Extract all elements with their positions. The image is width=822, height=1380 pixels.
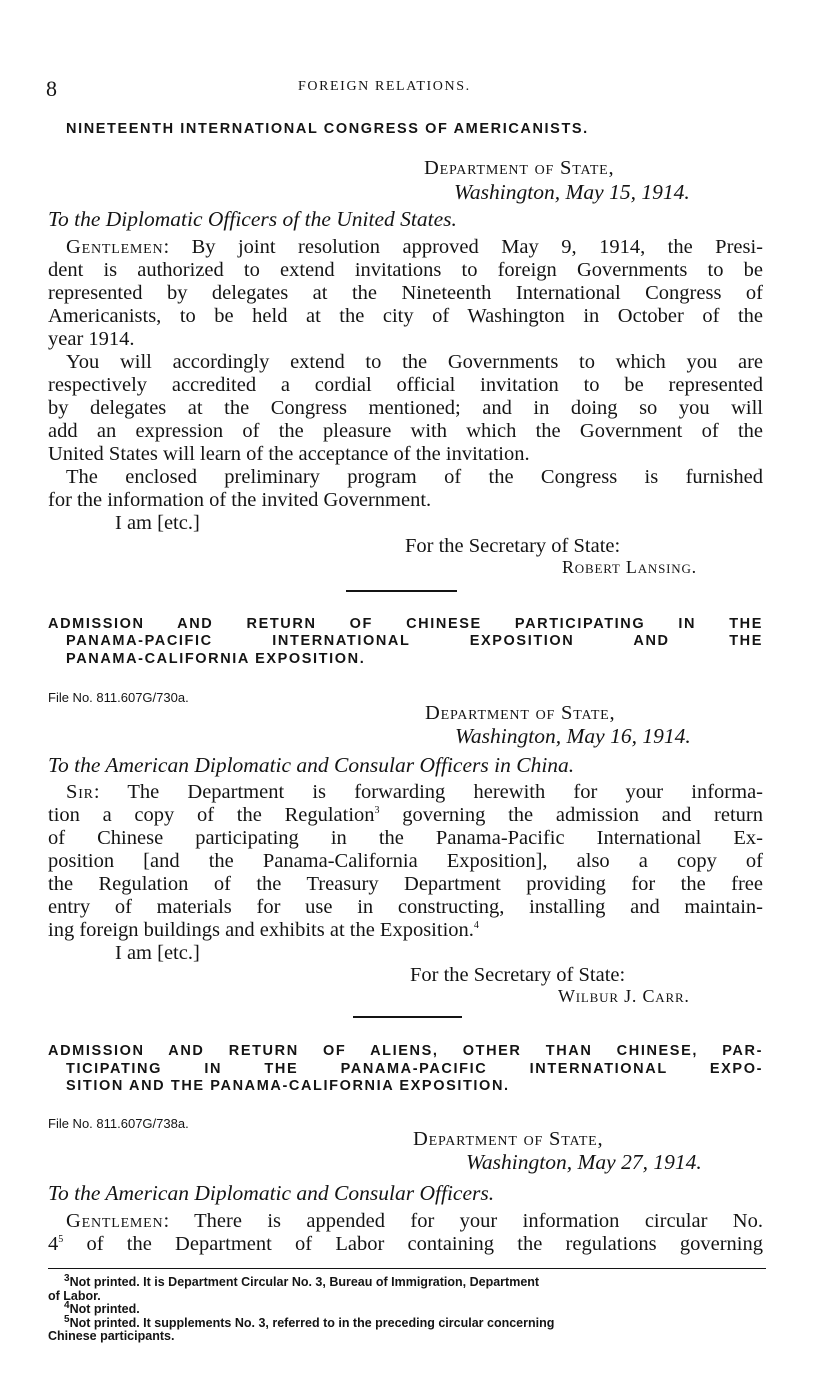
file-number: File No. 811.607G/738a. xyxy=(48,1116,189,1131)
text-line: represented by delegates at the Nineteenth International Congress of xyxy=(48,282,763,304)
address-line: To the American Diplomatic and Consular Officers. xyxy=(48,1181,495,1205)
section-heading: ADMISSION AND RETURN OF ALIENS, OTHER THAN CHINESE, PAR- xyxy=(48,1043,763,1059)
text-line: add an expression of the pleasure with which the Government of the xyxy=(48,420,763,442)
text-line: respectively accredited a cordial official invitation to be represented xyxy=(48,374,763,396)
text-line: You will accordingly extend to the Governments to which you are xyxy=(66,351,763,373)
running-head: FOREIGN RELATIONS. xyxy=(298,79,471,94)
section-heading: TICIPATING IN THE PANAMA-PACIFIC INTERNATIONAL EXPO- xyxy=(66,1061,763,1077)
dateline: Washington, May 16, 1914. xyxy=(455,724,691,748)
text-line: by delegates at the Congress mentioned; and in doing so you will xyxy=(48,397,763,419)
footnote: $^3$Not printed. It is Department Circular No. 3, Bureau of Immigration, Department xyxy=(64,1272,540,1289)
page-number: 8 xyxy=(46,76,57,101)
text-line: Sir: The Department is forwarding herewith for your informa- xyxy=(66,781,763,803)
section-divider xyxy=(353,1016,462,1018)
footnote-continued: Chinese participants. xyxy=(48,1329,175,1343)
text-line: of Chinese participating in the Panama-Pacific International Ex- xyxy=(48,827,763,849)
salutation: Sir xyxy=(66,781,94,803)
dateline: Washington, May 15, 1914. xyxy=(454,180,690,204)
paragraph xyxy=(48,466,763,512)
salutation: Gentlemen xyxy=(66,1210,164,1232)
section-heading: NINETEENTH INTERNATIONAL CONGRESS OF AMERICANISTS. xyxy=(66,121,589,137)
paragraph xyxy=(48,236,763,351)
text-line: ing foreign buildings and exhibits at the Exposition.$^4$ xyxy=(48,919,479,941)
footnote: $^4$Not printed. xyxy=(64,1299,140,1316)
section-heading: PANAMA-PACIFIC INTERNATIONAL EXPOSITION AND THE xyxy=(66,633,763,649)
text-line: entry of materials for use in constructing, installing and maintain- xyxy=(48,896,763,918)
footnote-ref[interactable]: 3 xyxy=(374,805,380,817)
text-line: year 1914. xyxy=(48,328,135,350)
closing-line: I am [etc.] xyxy=(115,942,200,964)
text-line: $4^5$ of the Department of Labor containing the regulations governing xyxy=(48,1233,763,1255)
footnote-ref[interactable]: 4 xyxy=(473,920,479,932)
footnote-ref[interactable]: 5 xyxy=(58,1234,64,1246)
text-line: Gentlemen: There is appended for your information circular No. xyxy=(66,1210,763,1232)
section-heading: ADMISSION AND RETURN OF CHINESE PARTICIPATING IN THE xyxy=(48,616,763,632)
address-line: To the Diplomatic Officers of the United States. xyxy=(48,207,457,231)
text-line: the Regulation of the Treasury Department providing for the free xyxy=(48,873,763,895)
paragraph xyxy=(48,351,763,466)
department-line: Department of State, xyxy=(413,1128,604,1150)
signature-for-line: For the Secretary of State: xyxy=(405,535,621,557)
footnote: $^5$Not printed. It supplements No. 3, referred to in the preceding circular concerning xyxy=(64,1313,555,1330)
text-line: United States will learn of the acceptance of the invitation. xyxy=(48,443,530,465)
section-divider xyxy=(346,590,457,592)
footnote-continued: of Labor. xyxy=(48,1288,101,1303)
section-heading: SITION AND THE PANAMA-CALIFORNIA EXPOSITION. xyxy=(66,1078,510,1094)
section-heading: PANAMA-CALIFORNIA EXPOSITION. xyxy=(66,651,366,667)
text-line: Gentlemen: By joint resolution approved May 9, 1914, the Presi- xyxy=(66,236,763,258)
text-line: tion a copy of the Regulation$^3$ governing the admission and return xyxy=(48,804,763,826)
signature-for-line: For the Secretary of State: xyxy=(410,964,626,986)
text-line: The enclosed preliminary program of the Congress is furnished xyxy=(66,466,763,488)
closing-line: I am [etc.] xyxy=(115,512,200,534)
signer-name: Wilbur J. Carr. xyxy=(558,986,690,1006)
signer-name: Robert Lansing. xyxy=(562,557,697,577)
paragraph xyxy=(48,1210,763,1256)
text-line: position [and the Panama-California Exposition], also a copy of xyxy=(48,850,763,872)
salutation: Gentlemen xyxy=(66,236,164,258)
department-line: Department of State, xyxy=(425,702,616,724)
footnote-rule xyxy=(48,1268,766,1269)
text-line: for the information of the invited Government. xyxy=(48,489,432,511)
file-number: File No. 811.607G/730a. xyxy=(48,690,189,705)
footnotes xyxy=(48,1272,766,1344)
department-line: Department of State, xyxy=(424,157,615,179)
address-line: To the American Diplomatic and Consular Officers in China. xyxy=(48,753,575,777)
text-line: dent is authorized to extend invitations to foreign Governments to be xyxy=(48,259,763,281)
dateline: Washington, May 27, 1914. xyxy=(466,1150,702,1174)
text-line: Americanists, to be held at the city of Washington in October of the xyxy=(48,305,763,327)
paragraph xyxy=(48,781,763,942)
